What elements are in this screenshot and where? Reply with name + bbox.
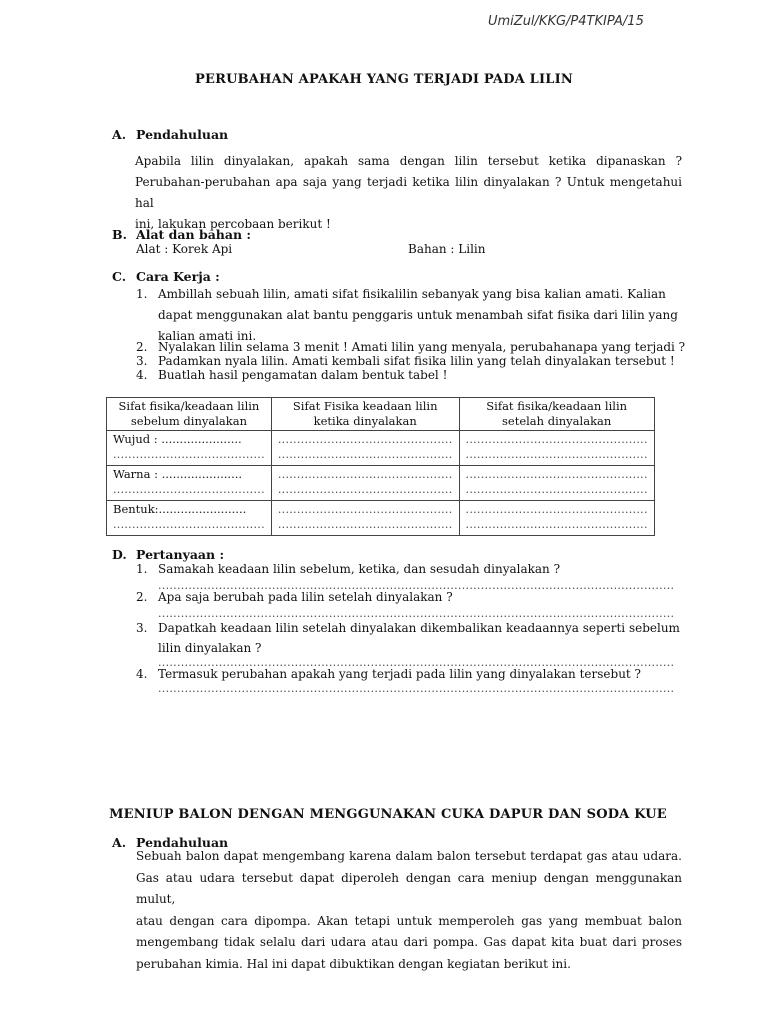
question-text: Dapatkah keadaan lilin setelah dinyalakan dikembalikan keadaannya seperti sebelum — [158, 621, 680, 635]
paragraph-line: mengembang tidak selalu dari udara atau dari pompa. Gas dapat kita buat dari proses — [136, 935, 682, 949]
question-text: Termasuk perubahan apakah yang terjadi pada lilin yang dinyalakan tersebut ? — [158, 667, 641, 681]
table-row — [107, 431, 655, 466]
table-cell: ................................................ ................................................ — [459, 431, 654, 466]
paragraph-line: Gas atau udara tersebut dapat diperoleh dengan cara meniup dengan menggunakan mulut, — [136, 870, 682, 906]
table-cell: ................................................ ................................................ — [459, 466, 654, 501]
step-text: Padamkan nyala lilin. Amati kembali sifat fisika lilin yang telah dinyalakan tersebut ! — [158, 354, 675, 368]
section-letter: A. — [112, 835, 127, 850]
second-section-a-paragraph — [136, 846, 682, 975]
section-title: Pendahuluan — [136, 127, 229, 142]
section-a-paragraph — [135, 151, 682, 235]
observation-table — [106, 397, 655, 536]
procedure-step — [136, 340, 685, 354]
paragraph-line: atau dengan cara dipompa. Akan tetapi untuk memperoleh gas yang membuat balon — [136, 913, 682, 928]
step-number: 1. — [136, 287, 148, 301]
procedure-step — [136, 368, 447, 382]
table-cell: Warna : ...................... ........................................ — [107, 466, 272, 501]
step-text: Ambillah sebuah lilin, amati sifat fisikalilin sebanyak yang bisa kalian amati. Kalian — [158, 287, 666, 301]
question-number: 4. — [136, 667, 148, 681]
table-cell: Bentuk:........................ ........................................ — [107, 501, 272, 536]
document-header-id: UmiZul/KKG/P4TKIPA/15 — [488, 14, 644, 29]
step-text: Nyalakan lilin selama 3 menit ! Amati lilin yang menyala, perubahanapa yang terjadi ? — [158, 340, 686, 354]
question-item — [136, 667, 682, 696]
question-item — [136, 618, 682, 668]
section-title: Pertanyaan : — [136, 547, 225, 562]
table-cell: .............................................. .............................................. — [271, 501, 459, 536]
section-title: Pendahuluan — [136, 835, 229, 850]
question-number: 3. — [136, 621, 148, 635]
question-text: Apa saja berubah pada lilin setelah dinyalakan ? — [158, 590, 453, 604]
paragraph-line: Perubahan-perubahan apa saja yang terjadi ketika lilin dinyalakan ? Untuk mengetahui hal — [135, 175, 682, 210]
table-row — [107, 501, 655, 536]
question-number: 2. — [136, 590, 148, 604]
step-text: Buatlah hasil pengamatan dalam bentuk tabel ! — [158, 368, 448, 382]
question-text: Samakah keadaan lilin sebelum, ketika, dan sesudah dinyalakan ? — [158, 562, 561, 576]
section-b-heading — [112, 227, 251, 242]
section-d-heading — [112, 547, 224, 562]
step-number: 3. — [136, 354, 148, 368]
paragraph-line: Apabila lilin dinyalakan, apakah sama dengan lilin tersebut ketika dipanaskan ? — [135, 154, 682, 168]
tools-text: Alat : Korek Api — [136, 242, 233, 256]
row-label: Warna : ...................... — [113, 467, 243, 481]
table-cell: Wujud : ...................... ........................................ — [107, 431, 272, 466]
section-c-heading — [112, 269, 220, 284]
table-cell: .............................................. .............................................. — [271, 466, 459, 501]
step-text: dapat menggunakan alat bantu penggaris untuk menambah sifat fisika dari lilin yang — [158, 308, 678, 322]
answer-line: ........................................................................................................................................ — [158, 579, 675, 592]
section-letter: D. — [112, 547, 127, 562]
step-number: 2. — [136, 340, 148, 354]
question-item — [136, 590, 682, 621]
section-title: Cara Kerja : — [136, 269, 220, 284]
row-label: Bentuk:........................ — [113, 502, 247, 516]
table-header-cell: Sifat fisika/keadaan lilin sebelum dinyalakan — [107, 398, 272, 431]
paragraph-line: ini, lakukan percobaan berikut ! — [135, 217, 331, 231]
materials-text: Bahan : Lilin — [408, 242, 486, 256]
table-header-cell: Sifat fisika/keadaan lilin setelah dinyalakan — [459, 398, 654, 431]
question-item — [136, 562, 682, 593]
step-text: kalian amati ini. — [158, 329, 257, 343]
answer-line: ........................................................................................................................................ — [158, 607, 675, 620]
section-letter: B. — [112, 227, 127, 242]
section-a-heading — [112, 127, 228, 142]
row-label: Wujud : ...................... — [113, 432, 242, 446]
table-cell: .............................................. .............................................. — [271, 431, 459, 466]
answer-line: ........................................................................................................................................ — [158, 656, 675, 669]
paragraph-line: perubahan kimia. Hal ini dapat dibuktikan dengan kegiatan berikut ini. — [136, 956, 571, 971]
question-text: lilin dinyalakan ? — [158, 641, 262, 655]
procedure-step — [136, 354, 675, 368]
paragraph-line: Sebuah balon dapat mengembang karena dalam balon tersebut terdapat gas atau udara. — [136, 849, 682, 863]
step-number: 4. — [136, 368, 148, 382]
second-document-title: MENIUP BALON DENGAN MENGGUNAKAN CUKA DAPUR DAN SODA KUE — [109, 807, 667, 822]
procedure-step — [136, 284, 682, 347]
table-header-row — [107, 398, 655, 431]
table-cell: ................................................ ................................................ — [459, 501, 654, 536]
answer-line: ........................................................................................................................................ — [158, 682, 675, 695]
table-header-cell: Sifat Fisika keadaan lilin ketika dinyalakan — [271, 398, 459, 431]
document-title: PERUBAHAN APAKAH YANG TERJADI PADA LILIN — [194, 72, 574, 87]
section-letter: A. — [112, 127, 127, 142]
question-number: 1. — [136, 562, 148, 576]
table-row — [107, 466, 655, 501]
section-letter: C. — [112, 269, 127, 284]
section-title: Alat dan bahan : — [136, 227, 252, 242]
